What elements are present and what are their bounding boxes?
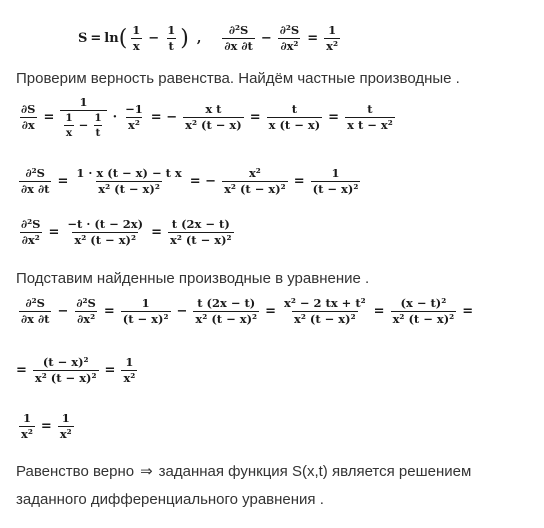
mixed-partial: $\frac{\text{∂²S}}{\partial x \partial t}$ <box>224 23 253 54</box>
right-paren: ) <box>180 25 189 51</box>
s-symbol: S <box>78 31 88 47</box>
paragraph-conclusion-2 <box>16 491 324 508</box>
derivative-dS-dx: $\frac{\partial S}{\partial x}$ = 1 $\frac{1}{x}$ − $\frac{1}{t}$ · $\frac{-1}{\text{x²}}$ = − $\frac{\text{x t}}{\text{x² (t − x)}}$ = $\frac{t}{x (t - x)}$ = $\frac{t}{\text{x t − x²}}$ <box>21 95 393 140</box>
comma: , <box>196 31 202 47</box>
rhs-fraction: $\frac{1}{\text{x²}}$ <box>326 23 339 54</box>
t-over-x-fraction: $\frac{t}{x (t - x)}$ <box>268 101 321 133</box>
conclusion-part2: заданная функция S(x,t) является решением <box>158 462 472 480</box>
paragraph-substitute-text: Подставим найденные производные в уравнение . <box>16 270 370 287</box>
substitution-equation: $\frac{\text{∂²S}}{\partial x \partial t}$ − $\frac{\text{∂²S}}{\text{∂x²}}$ = $\frac{1}{\text{(t − x)²}}$ − $\frac{t (2x - t)}{\text{x² (t − x)²}}$ = $\frac{\text{x² − 2 tx + t²}}{\text{x² (t − x)²}}$ = $\frac{\text{(x − t)²}}{\text{x² (t − x)²}}$ = <box>21 296 474 327</box>
one-over-tx2-fraction: $\frac{1}{\text{(t − x)²}}$ <box>312 166 359 197</box>
minus-one-over-x2: $\frac{-1}{\text{x²}}$ <box>125 101 143 133</box>
cont-fraction: $\frac{\text{(t − x)²}}{\text{x² (t − x)²}}$ <box>34 355 97 386</box>
final-lhs: $\frac{1}{\text{x²}}$ <box>21 411 33 442</box>
paragraph-check-text: Проверим верность равенства. Найдём частные производные . <box>16 70 460 87</box>
cont-result: $\frac{1}{\text{x²}}$ <box>123 355 136 386</box>
derivative-d2S-dxdt: $\frac{\text{∂²S}}{\partial x \partial t}$ = $\frac{\text{1 · x (t − x) − t x}}{\text{x² (t − x)²}}$ = − $\frac{\text{x²}}{\text{x² (t − x)²}}$ = $\frac{1}{\text{(t − x)²}}$ <box>21 166 359 197</box>
quotient-rule-fraction: $\frac{\text{1 · x (t − x) − t x}}{\text{x² (t − x)²}}$ <box>76 166 182 197</box>
simplified-second-derivative: $\frac{t (2x - t)}{\text{x² (t − x)²}}$ <box>169 217 232 248</box>
t-over-xt-x2-fraction: $\frac{t}{\text{x t − x²}}$ <box>347 101 393 133</box>
d2S-dx2: $\frac{\text{∂²S}}{\text{∂x²}}$ <box>21 217 41 248</box>
sub-combined: $\frac{\text{x² − 2 tx + t²}}{\text{x² (t − x)²}}$ <box>283 296 366 327</box>
equals-sign: = <box>90 31 102 47</box>
left-paren: ( <box>118 25 128 51</box>
sub-square: $\frac{\text{(x − t)²}}{\text{x² (t − x)²}}$ <box>392 296 455 327</box>
sub-term-1: $\frac{1}{\text{(t − x)²}}$ <box>122 296 169 327</box>
given-equation: S = ln ( $\frac{1}{x}$ − $\frac{1}{t}$ ) , $\frac{\text{∂²S}}{\partial x \partial t}$ − $\frac{\text{∂²S}}{\text{∂x²}}$ = $\frac{1}{\text{x²}}$ <box>78 23 339 54</box>
second-partial-x: $\frac{\text{∂²S}}{\text{∂x²}}$ <box>279 23 300 54</box>
sub-mixed-partial: $\frac{\text{∂²S}}{\partial x \partial t}$ <box>21 296 50 327</box>
second-derivative-fraction: $\frac{-t \cdot (t - 2x)}{\text{x² (t − x)²}}$ <box>67 217 144 248</box>
fraction-1-over-x: $\frac{1}{x}$ <box>132 23 141 54</box>
derivative-d2S-dx2: $\frac{\text{∂²S}}{\text{∂x²}}$ = $\frac{-t \cdot (t - 2x)}{\text{x² (t − x)²}}$ = $\frac{t (2x - t)}{\text{x² (t − x)²}}$ <box>21 217 232 248</box>
conclusion-part1: Равенство верно <box>16 462 135 480</box>
ln-symbol: ln <box>104 31 119 47</box>
implies-arrow-icon: ⇒ <box>140 463 153 480</box>
sub-second-partial: $\frac{\text{∂²S}}{\text{∂x²}}$ <box>76 296 96 327</box>
paragraph-conclusion <box>16 462 471 480</box>
xt-fraction: $\frac{\text{x t}}{\text{x² (t − x)}}$ <box>185 101 242 133</box>
sub-term-2: $\frac{t (2x - t)}{\text{x² (t − x)²}}$ <box>195 296 258 327</box>
dS-dx: $\frac{\partial S}{\partial x}$ <box>21 101 36 133</box>
paragraph-check <box>16 70 460 87</box>
fraction-1-over-t: $\frac{1}{t}$ <box>167 23 176 54</box>
continuation-equation: = $\frac{\text{(t − x)²}}{\text{x² (t − x)²}}$ = $\frac{1}{\text{x²}}$ <box>16 355 136 386</box>
reciprocal-fraction: 1 $\frac{1}{x}$ − $\frac{1}{t}$ <box>60 96 106 139</box>
d2S-dxdt: $\frac{\text{∂²S}}{\partial x \partial t}$ <box>21 166 50 197</box>
final-equality: $\frac{1}{\text{x²}}$ = $\frac{1}{\text{x²}}$ <box>21 411 72 442</box>
conclusion-part3: заданного дифференциального уравнения . <box>16 491 324 508</box>
final-rhs: $\frac{1}{\text{x²}}$ <box>59 411 72 442</box>
paragraph-substitute <box>16 270 369 287</box>
x2-fraction: $\frac{\text{x²}}{\text{x² (t − x)²}}$ <box>224 166 286 197</box>
